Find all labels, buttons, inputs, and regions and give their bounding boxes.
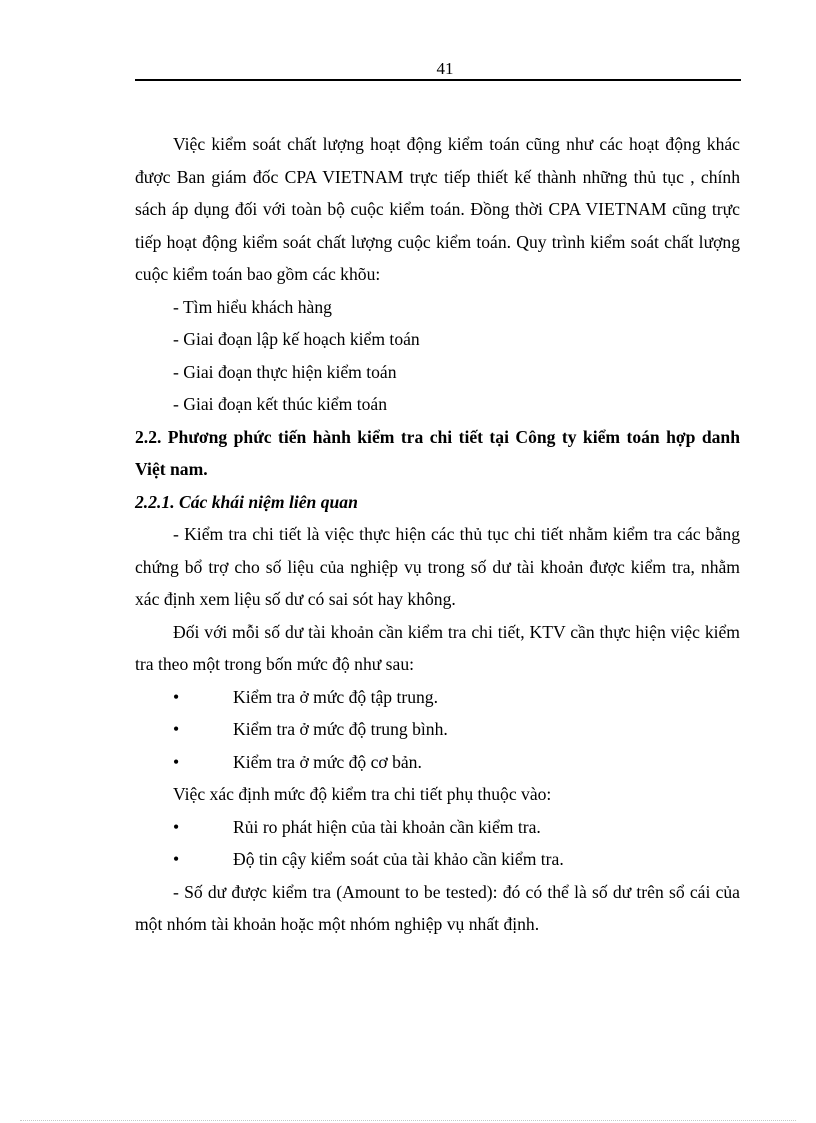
bullet-icon: • xyxy=(173,751,180,772)
bullet-item xyxy=(135,811,740,844)
bullet-item xyxy=(135,713,740,746)
bullet-item xyxy=(135,843,740,876)
paragraph-definition: - Kiểm tra chi tiết là việc thực hiện các thủ tục chi tiết nhằm kiểm tra các bằng chứng bổ trợ cho số liệu của nghiệp vụ trong số dư tài khoản được kiểm tra, nhằm xác định xem liệu số dư có sai sót hay không. xyxy=(135,524,740,609)
step-item: - Giai đoạn kết thúc kiểm toán xyxy=(173,394,387,414)
bullet-text: Kiểm tra ở mức độ trung bình. xyxy=(233,719,448,739)
bullet-icon: • xyxy=(173,816,180,837)
paragraph-levels-intro: Đối với mỗi số dư tài khoản cần kiểm tra chi tiết, KTV cần thực hiện việc kiểm tra theo một trong bốn mức độ như sau: xyxy=(135,621,740,674)
page-number: 41 xyxy=(436,59,454,78)
bullet-text: Kiểm tra ở mức độ tập trung. xyxy=(233,686,438,707)
bullet-item xyxy=(135,681,740,714)
bullet-item xyxy=(135,746,740,779)
bullet-icon: • xyxy=(173,849,180,869)
paragraph-intro: Việc kiểm soát chất lượng hoạt động kiểm toán cũng như các hoạt động khác được Ban giám đốc CPA VIETNAM trực tiếp thiết kế thành những thủ tục , chính sách áp dụng đối với toàn bộ cuộc kiểm toán. Đồng thời CPA VIETNAM cũng trực tiếp hoạt động kiểm soát chất lượng cuộc kiểm toán. Quy trình kiểm soát chất lượng cuộc kiểm toán bao gồm các khõu: xyxy=(135,134,740,284)
paragraph-factors-intro: Việc xác định mức độ kiểm tra chi tiết phụ thuộc vào: xyxy=(173,784,552,804)
subsection-heading: 2.2.1. Các khái niệm liên quan xyxy=(135,491,358,512)
bullet-text: Độ tin cậy kiểm soát của tài khảo cần kiểm tra. xyxy=(233,849,564,869)
document-body xyxy=(135,128,740,941)
bullet-icon: • xyxy=(173,719,180,739)
bullet-text: Rủi ro phát hiện của tài khoản cần kiểm tra. xyxy=(233,816,541,837)
paragraph-amount-tested: - Số dư được kiểm tra (Amount to be tested): đó có thể là số dư trên sổ cái của một nhóm tài khoản hoặc một nhóm nghiệp vụ nhất định. xyxy=(135,881,740,934)
header-rule xyxy=(135,79,741,81)
step-item: - Giai đoạn lập kế hoạch kiểm toán xyxy=(173,329,420,349)
step-item: - Giai đoạn thực hiện kiểm toán xyxy=(173,361,397,382)
bullet-text: Kiểm tra ở mức độ cơ bản. xyxy=(233,751,422,772)
section-heading: 2.2. Phương phức tiến hành kiểm tra chi tiết tại Công ty kiểm toán hợp danh Việt nam. xyxy=(135,426,740,479)
footer-rule xyxy=(20,1120,796,1121)
bullet-icon: • xyxy=(173,686,180,707)
step-item: - Tìm hiểu khách hàng xyxy=(173,296,332,317)
